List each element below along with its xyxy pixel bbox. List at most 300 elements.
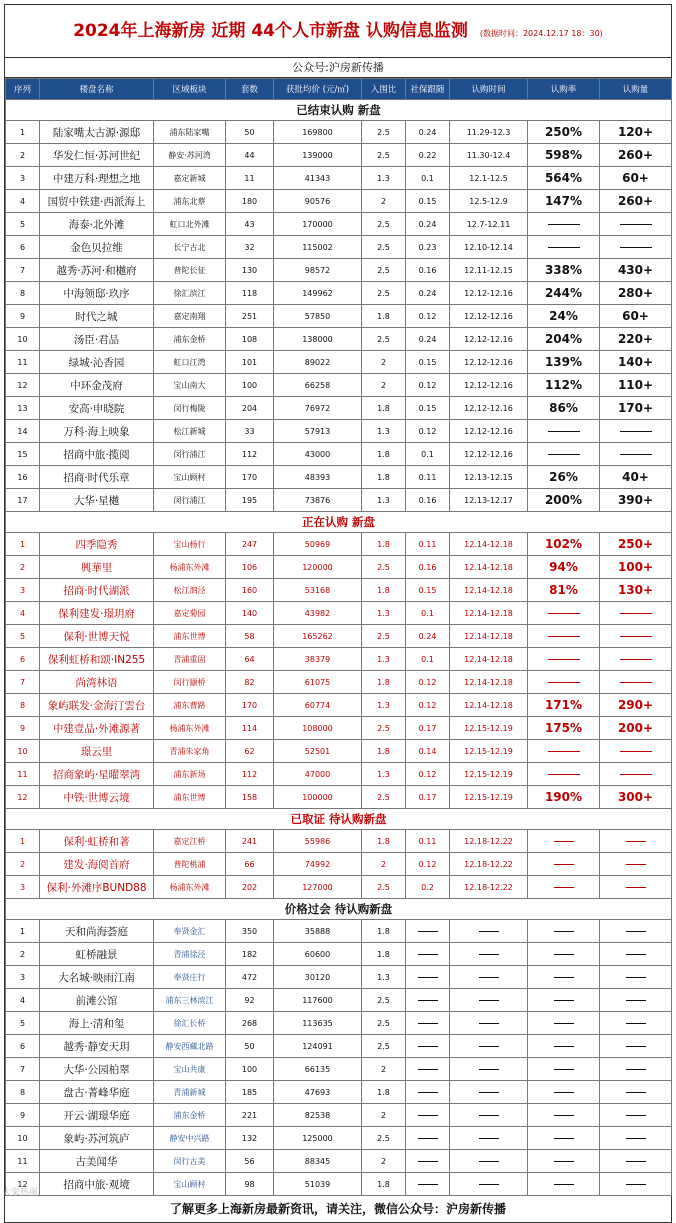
social-security-ratio — [406, 1058, 450, 1081]
project-name: 虹桥融景 — [40, 943, 154, 966]
approved-price: 127000 — [274, 876, 362, 899]
subscription-rate: 24% — [528, 305, 600, 328]
subscription-count — [600, 648, 672, 671]
empty-dash — [626, 1046, 646, 1047]
project-name: 天和尚海荟庭 — [40, 920, 154, 943]
empty-dash — [626, 1069, 646, 1070]
social-security-ratio: 0.22 — [406, 144, 450, 167]
table-row — [6, 1150, 672, 1173]
empty-dash — [548, 247, 580, 248]
unit-count: 140 — [226, 602, 274, 625]
subscription-count — [600, 1127, 672, 1150]
admission-ratio: 1.8 — [362, 1081, 406, 1104]
empty-dash — [479, 931, 499, 932]
unit-count: 100 — [226, 374, 274, 397]
project-name: 興華里 — [40, 556, 154, 579]
subscription-period: 12.18-12.22 — [450, 853, 528, 876]
table-row — [6, 579, 672, 602]
empty-dash — [548, 682, 580, 683]
table-row — [6, 1127, 672, 1150]
project-name: 大名城·映雨江南 — [40, 966, 154, 989]
social-security-ratio: 0.24 — [406, 625, 450, 648]
unit-count: 170 — [226, 694, 274, 717]
row-index: 8 — [6, 694, 40, 717]
project-name: 中环金茂府 — [40, 374, 154, 397]
table-row — [6, 920, 672, 943]
social-security-ratio — [406, 989, 450, 1012]
approved-price: 66135 — [274, 1058, 362, 1081]
empty-dash — [626, 1115, 646, 1116]
project-name: 璟云里 — [40, 740, 154, 763]
district: 宝山顾村 — [154, 1173, 226, 1196]
table-row — [6, 397, 672, 420]
admission-ratio: 2.5 — [362, 1012, 406, 1035]
empty-dash — [479, 1138, 499, 1139]
table-row — [6, 1058, 672, 1081]
row-index: 9 — [6, 1104, 40, 1127]
project-name: 招商中旅·揽阅 — [40, 443, 154, 466]
subscription-period: 12.14-12.18 — [450, 556, 528, 579]
admission-ratio: 2.5 — [362, 786, 406, 809]
approved-price: 60774 — [274, 694, 362, 717]
subscription-period: 12.13-12.15 — [450, 466, 528, 489]
subscription-period: 12.5-12.9 — [450, 190, 528, 213]
empty-dash — [626, 1092, 646, 1093]
admission-ratio: 1.8 — [362, 305, 406, 328]
section-header — [6, 100, 672, 121]
subscription-period: 12.13-12.17 — [450, 489, 528, 512]
district: 杨浦东外滩 — [154, 717, 226, 740]
table-row — [6, 213, 672, 236]
approved-price: 117600 — [274, 989, 362, 1012]
district: 松江泗泾 — [154, 579, 226, 602]
unit-count: 101 — [226, 351, 274, 374]
table-row — [6, 556, 672, 579]
social-security-ratio — [406, 1150, 450, 1173]
table-row — [6, 351, 672, 374]
subscription-rate — [528, 1012, 600, 1035]
subscription-count: 130+ — [600, 579, 672, 602]
unit-count: 112 — [226, 763, 274, 786]
unit-count: 350 — [226, 920, 274, 943]
subscription-period: 12.18-12.22 — [450, 830, 528, 853]
empty-dash — [418, 1023, 438, 1024]
admission-ratio: 2.5 — [362, 625, 406, 648]
row-index: 11 — [6, 763, 40, 786]
project-name: 中建壹品·外滩源著 — [40, 717, 154, 740]
admission-ratio: 1.3 — [362, 694, 406, 717]
empty-dash — [554, 864, 574, 865]
table-row — [6, 1035, 672, 1058]
row-index: 7 — [6, 671, 40, 694]
project-name: 汤臣·君品 — [40, 328, 154, 351]
empty-dash — [554, 1000, 574, 1001]
subscription-rate — [528, 830, 600, 853]
approved-price: 53168 — [274, 579, 362, 602]
admission-ratio: 1.8 — [362, 920, 406, 943]
subscription-rate — [528, 966, 600, 989]
subscription-rate: 190% — [528, 786, 600, 809]
empty-dash — [479, 1092, 499, 1093]
empty-dash — [554, 1092, 574, 1093]
project-name: 越秀·静安天玥 — [40, 1035, 154, 1058]
row-index: 3 — [6, 579, 40, 602]
social-security-ratio — [406, 1104, 450, 1127]
district: 青浦徐泾 — [154, 943, 226, 966]
district: 浦东金桥 — [154, 1104, 226, 1127]
subscription-count — [600, 1035, 672, 1058]
watermark: 大家热图 — [2, 1185, 38, 1198]
social-security-ratio: 0.15 — [406, 190, 450, 213]
table-row — [6, 236, 672, 259]
district: 长宁古北 — [154, 236, 226, 259]
subscription-rate — [528, 602, 600, 625]
header-admission-ratio: 入围比 — [362, 79, 406, 100]
subscription-period — [450, 920, 528, 943]
table-row — [6, 121, 672, 144]
unit-count: 11 — [226, 167, 274, 190]
empty-dash — [620, 751, 652, 752]
project-name: 万科·海上映象 — [40, 420, 154, 443]
subscription-count: 250+ — [600, 533, 672, 556]
subscription-count: 200+ — [600, 717, 672, 740]
empty-dash — [479, 1023, 499, 1024]
subscription-rate — [528, 1127, 600, 1150]
row-index: 2 — [6, 943, 40, 966]
subscription-count: 390+ — [600, 489, 672, 512]
empty-dash — [626, 1023, 646, 1024]
subscription-period — [450, 966, 528, 989]
empty-dash — [626, 954, 646, 955]
admission-ratio: 2 — [362, 1150, 406, 1173]
unit-count: 92 — [226, 989, 274, 1012]
social-security-ratio: 0.2 — [406, 876, 450, 899]
subscription-period — [450, 1104, 528, 1127]
table-row — [6, 989, 672, 1012]
listing-table — [5, 78, 672, 1196]
empty-dash — [554, 1138, 574, 1139]
empty-dash — [418, 954, 438, 955]
row-index: 6 — [6, 648, 40, 671]
district: 闵行浦江 — [154, 443, 226, 466]
unit-count: 130 — [226, 259, 274, 282]
subscription-period — [450, 1012, 528, 1035]
subscription-period: 12.14-12.18 — [450, 671, 528, 694]
admission-ratio: 2.5 — [362, 144, 406, 167]
empty-dash — [626, 887, 646, 888]
subscription-count — [600, 213, 672, 236]
table-header — [6, 79, 672, 100]
subscription-period: 12.15-12.19 — [450, 717, 528, 740]
social-security-ratio: 0.11 — [406, 466, 450, 489]
district: 青浦朱家角 — [154, 740, 226, 763]
social-security-ratio: 0.15 — [406, 351, 450, 374]
unit-count: 185 — [226, 1081, 274, 1104]
row-index: 4 — [6, 989, 40, 1012]
unit-count: 268 — [226, 1012, 274, 1035]
admission-ratio: 2.5 — [362, 236, 406, 259]
empty-dash — [554, 841, 574, 842]
row-index: 2 — [6, 144, 40, 167]
subscription-period: 12.11-12.15 — [450, 259, 528, 282]
admission-ratio: 2.5 — [362, 556, 406, 579]
project-name: 绿城·沁香园 — [40, 351, 154, 374]
subscription-rate: 171% — [528, 694, 600, 717]
subscription-period: 12.12-12.16 — [450, 351, 528, 374]
empty-dash — [554, 1023, 574, 1024]
subscription-period — [450, 1035, 528, 1058]
subscription-rate: 81% — [528, 579, 600, 602]
district: 徐汇长桥 — [154, 1012, 226, 1035]
project-name: 保利·虹桥和著 — [40, 830, 154, 853]
unit-count: 56 — [226, 1150, 274, 1173]
project-name: 盘古·菁峰华庭 — [40, 1081, 154, 1104]
table-row — [6, 602, 672, 625]
row-index: 6 — [6, 1035, 40, 1058]
row-index: 4 — [6, 602, 40, 625]
social-security-ratio: 0.16 — [406, 259, 450, 282]
empty-dash — [554, 977, 574, 978]
social-security-ratio: 0.12 — [406, 763, 450, 786]
admission-ratio: 1.8 — [362, 466, 406, 489]
admission-ratio: 1.3 — [362, 966, 406, 989]
empty-dash — [626, 1161, 646, 1162]
social-security-ratio — [406, 1081, 450, 1104]
subscription-rate — [528, 763, 600, 786]
row-index: 1 — [6, 533, 40, 556]
header-district: 区域板块 — [154, 79, 226, 100]
district: 嘉定南翔 — [154, 305, 226, 328]
approved-price: 41343 — [274, 167, 362, 190]
approved-price: 43982 — [274, 602, 362, 625]
subscription-rate: 564% — [528, 167, 600, 190]
approved-price: 47693 — [274, 1081, 362, 1104]
approved-price: 73876 — [274, 489, 362, 512]
admission-ratio: 2.5 — [362, 876, 406, 899]
empty-dash — [418, 1046, 438, 1047]
unit-count: 158 — [226, 786, 274, 809]
approved-price: 125000 — [274, 1127, 362, 1150]
social-security-ratio — [406, 1035, 450, 1058]
project-name: 中建万科·理想之地 — [40, 167, 154, 190]
table-row — [6, 305, 672, 328]
subscription-period: 11.30-12.4 — [450, 144, 528, 167]
table-row — [6, 443, 672, 466]
empty-dash — [548, 613, 580, 614]
unit-count: 50 — [226, 121, 274, 144]
subscription-count: 290+ — [600, 694, 672, 717]
subscription-count — [600, 1150, 672, 1173]
table-row — [6, 190, 672, 213]
subscription-count — [600, 1173, 672, 1196]
social-security-ratio: 0.11 — [406, 830, 450, 853]
header-project-name: 楼盘名称 — [40, 79, 154, 100]
empty-dash — [418, 977, 438, 978]
unit-count: 106 — [226, 556, 274, 579]
project-name: 招商象屿·星曜翠湾 — [40, 763, 154, 786]
empty-dash — [626, 931, 646, 932]
table-row — [6, 625, 672, 648]
empty-dash — [548, 636, 580, 637]
unit-count: 43 — [226, 213, 274, 236]
unit-count: 100 — [226, 1058, 274, 1081]
row-index: 6 — [6, 236, 40, 259]
empty-dash — [418, 1092, 438, 1093]
subscription-rate: 175% — [528, 717, 600, 740]
admission-ratio: 2.5 — [362, 121, 406, 144]
district: 浦东新场 — [154, 763, 226, 786]
empty-dash — [620, 774, 652, 775]
subscription-rate: 94% — [528, 556, 600, 579]
subscription-rate: 200% — [528, 489, 600, 512]
project-name: 金色贝拉维 — [40, 236, 154, 259]
approved-price: 60600 — [274, 943, 362, 966]
social-security-ratio: 0.24 — [406, 213, 450, 236]
empty-dash — [626, 1184, 646, 1185]
subscription-count: 140+ — [600, 351, 672, 374]
subscription-count: 260+ — [600, 144, 672, 167]
header-subscription-rate: 认购率 — [528, 79, 600, 100]
subscription-rate: 26% — [528, 466, 600, 489]
approved-price: 74992 — [274, 853, 362, 876]
approved-price: 138000 — [274, 328, 362, 351]
table-row — [6, 717, 672, 740]
subscription-period: 12.12-12.16 — [450, 305, 528, 328]
subscription-count — [600, 830, 672, 853]
subscription-rate — [528, 443, 600, 466]
subscription-period — [450, 1058, 528, 1081]
district: 青浦重固 — [154, 648, 226, 671]
empty-dash — [554, 931, 574, 932]
project-name: 保利虹桥和颂·IN255 — [40, 648, 154, 671]
district: 闵行颛桥 — [154, 671, 226, 694]
subscription-count — [600, 989, 672, 1012]
district: 静安·苏河湾 — [154, 144, 226, 167]
header-approved-price: 获批均价 (元/㎡) — [274, 79, 362, 100]
admission-ratio: 2.5 — [362, 259, 406, 282]
project-name: 越秀·苏河·和樾府 — [40, 259, 154, 282]
subscription-count: 220+ — [600, 328, 672, 351]
subscription-rate — [528, 989, 600, 1012]
empty-dash — [548, 224, 580, 225]
social-security-ratio: 0.16 — [406, 489, 450, 512]
approved-price: 66258 — [274, 374, 362, 397]
row-index: 10 — [6, 740, 40, 763]
social-security-ratio: 0.15 — [406, 579, 450, 602]
empty-dash — [548, 454, 580, 455]
district: 浦东北蔡 — [154, 190, 226, 213]
subscription-rate: 86% — [528, 397, 600, 420]
unit-count: 132 — [226, 1127, 274, 1150]
subscription-rate: 598% — [528, 144, 600, 167]
table-row — [6, 489, 672, 512]
row-index: 12 — [6, 374, 40, 397]
subscription-count: 300+ — [600, 786, 672, 809]
subscription-period — [450, 1173, 528, 1196]
district: 嘉定新城 — [154, 167, 226, 190]
subscription-period: 12.12-12.16 — [450, 282, 528, 305]
row-index: 7 — [6, 1058, 40, 1081]
empty-dash — [620, 613, 652, 614]
approved-price: 113635 — [274, 1012, 362, 1035]
table-row — [6, 282, 672, 305]
empty-dash — [479, 977, 499, 978]
row-index: 1 — [6, 121, 40, 144]
subscription-rate — [528, 1104, 600, 1127]
admission-ratio: 1.8 — [362, 579, 406, 602]
empty-dash — [554, 1115, 574, 1116]
row-index: 12 — [6, 786, 40, 809]
subscription-count: 430+ — [600, 259, 672, 282]
unit-count: 44 — [226, 144, 274, 167]
row-index: 5 — [6, 1012, 40, 1035]
unit-count: 50 — [226, 1035, 274, 1058]
subscription-period: 12.18-12.22 — [450, 876, 528, 899]
subscription-rate — [528, 671, 600, 694]
project-name: 海上·清和玺 — [40, 1012, 154, 1035]
admission-ratio: 1.8 — [362, 830, 406, 853]
social-security-ratio — [406, 1012, 450, 1035]
approved-price: 170000 — [274, 213, 362, 236]
district: 嘉定江桥 — [154, 830, 226, 853]
district: 普陀桃浦 — [154, 853, 226, 876]
empty-dash — [620, 431, 652, 432]
admission-ratio: 1.8 — [362, 443, 406, 466]
social-security-ratio: 0.24 — [406, 328, 450, 351]
approved-price: 57850 — [274, 305, 362, 328]
social-security-ratio — [406, 966, 450, 989]
header-social-security-ratio: 社保跟随 — [406, 79, 450, 100]
table-row — [6, 830, 672, 853]
approved-price: 50969 — [274, 533, 362, 556]
subscription-count: 60+ — [600, 167, 672, 190]
unit-count: 472 — [226, 966, 274, 989]
social-security-ratio: 0.1 — [406, 648, 450, 671]
table-row — [6, 328, 672, 351]
empty-dash — [418, 931, 438, 932]
empty-dash — [620, 659, 652, 660]
empty-dash — [626, 1000, 646, 1001]
empty-dash — [626, 1138, 646, 1139]
empty-dash — [620, 224, 652, 225]
table-row — [6, 943, 672, 966]
unit-count: 180 — [226, 190, 274, 213]
empty-dash — [554, 887, 574, 888]
project-name: 四季隐秀 — [40, 533, 154, 556]
project-name: 保利·世博天悦 — [40, 625, 154, 648]
row-index: 8 — [6, 282, 40, 305]
empty-dash — [418, 1115, 438, 1116]
row-index: 15 — [6, 443, 40, 466]
empty-dash — [554, 1184, 574, 1185]
row-index: 11 — [6, 351, 40, 374]
header-subscription-count: 认购量 — [600, 79, 672, 100]
table-row — [6, 740, 672, 763]
empty-dash — [418, 1069, 438, 1070]
row-index: 4 — [6, 190, 40, 213]
row-index: 11 — [6, 1150, 40, 1173]
approved-price: 139000 — [274, 144, 362, 167]
subscription-count — [600, 602, 672, 625]
table-row — [6, 648, 672, 671]
approved-price: 88345 — [274, 1150, 362, 1173]
subscription-count — [600, 920, 672, 943]
project-name: 海泰·北外滩 — [40, 213, 154, 236]
subscription-period: 12.15-12.19 — [450, 786, 528, 809]
approved-price: 61075 — [274, 671, 362, 694]
subscription-rate — [528, 236, 600, 259]
section-header — [6, 899, 672, 920]
